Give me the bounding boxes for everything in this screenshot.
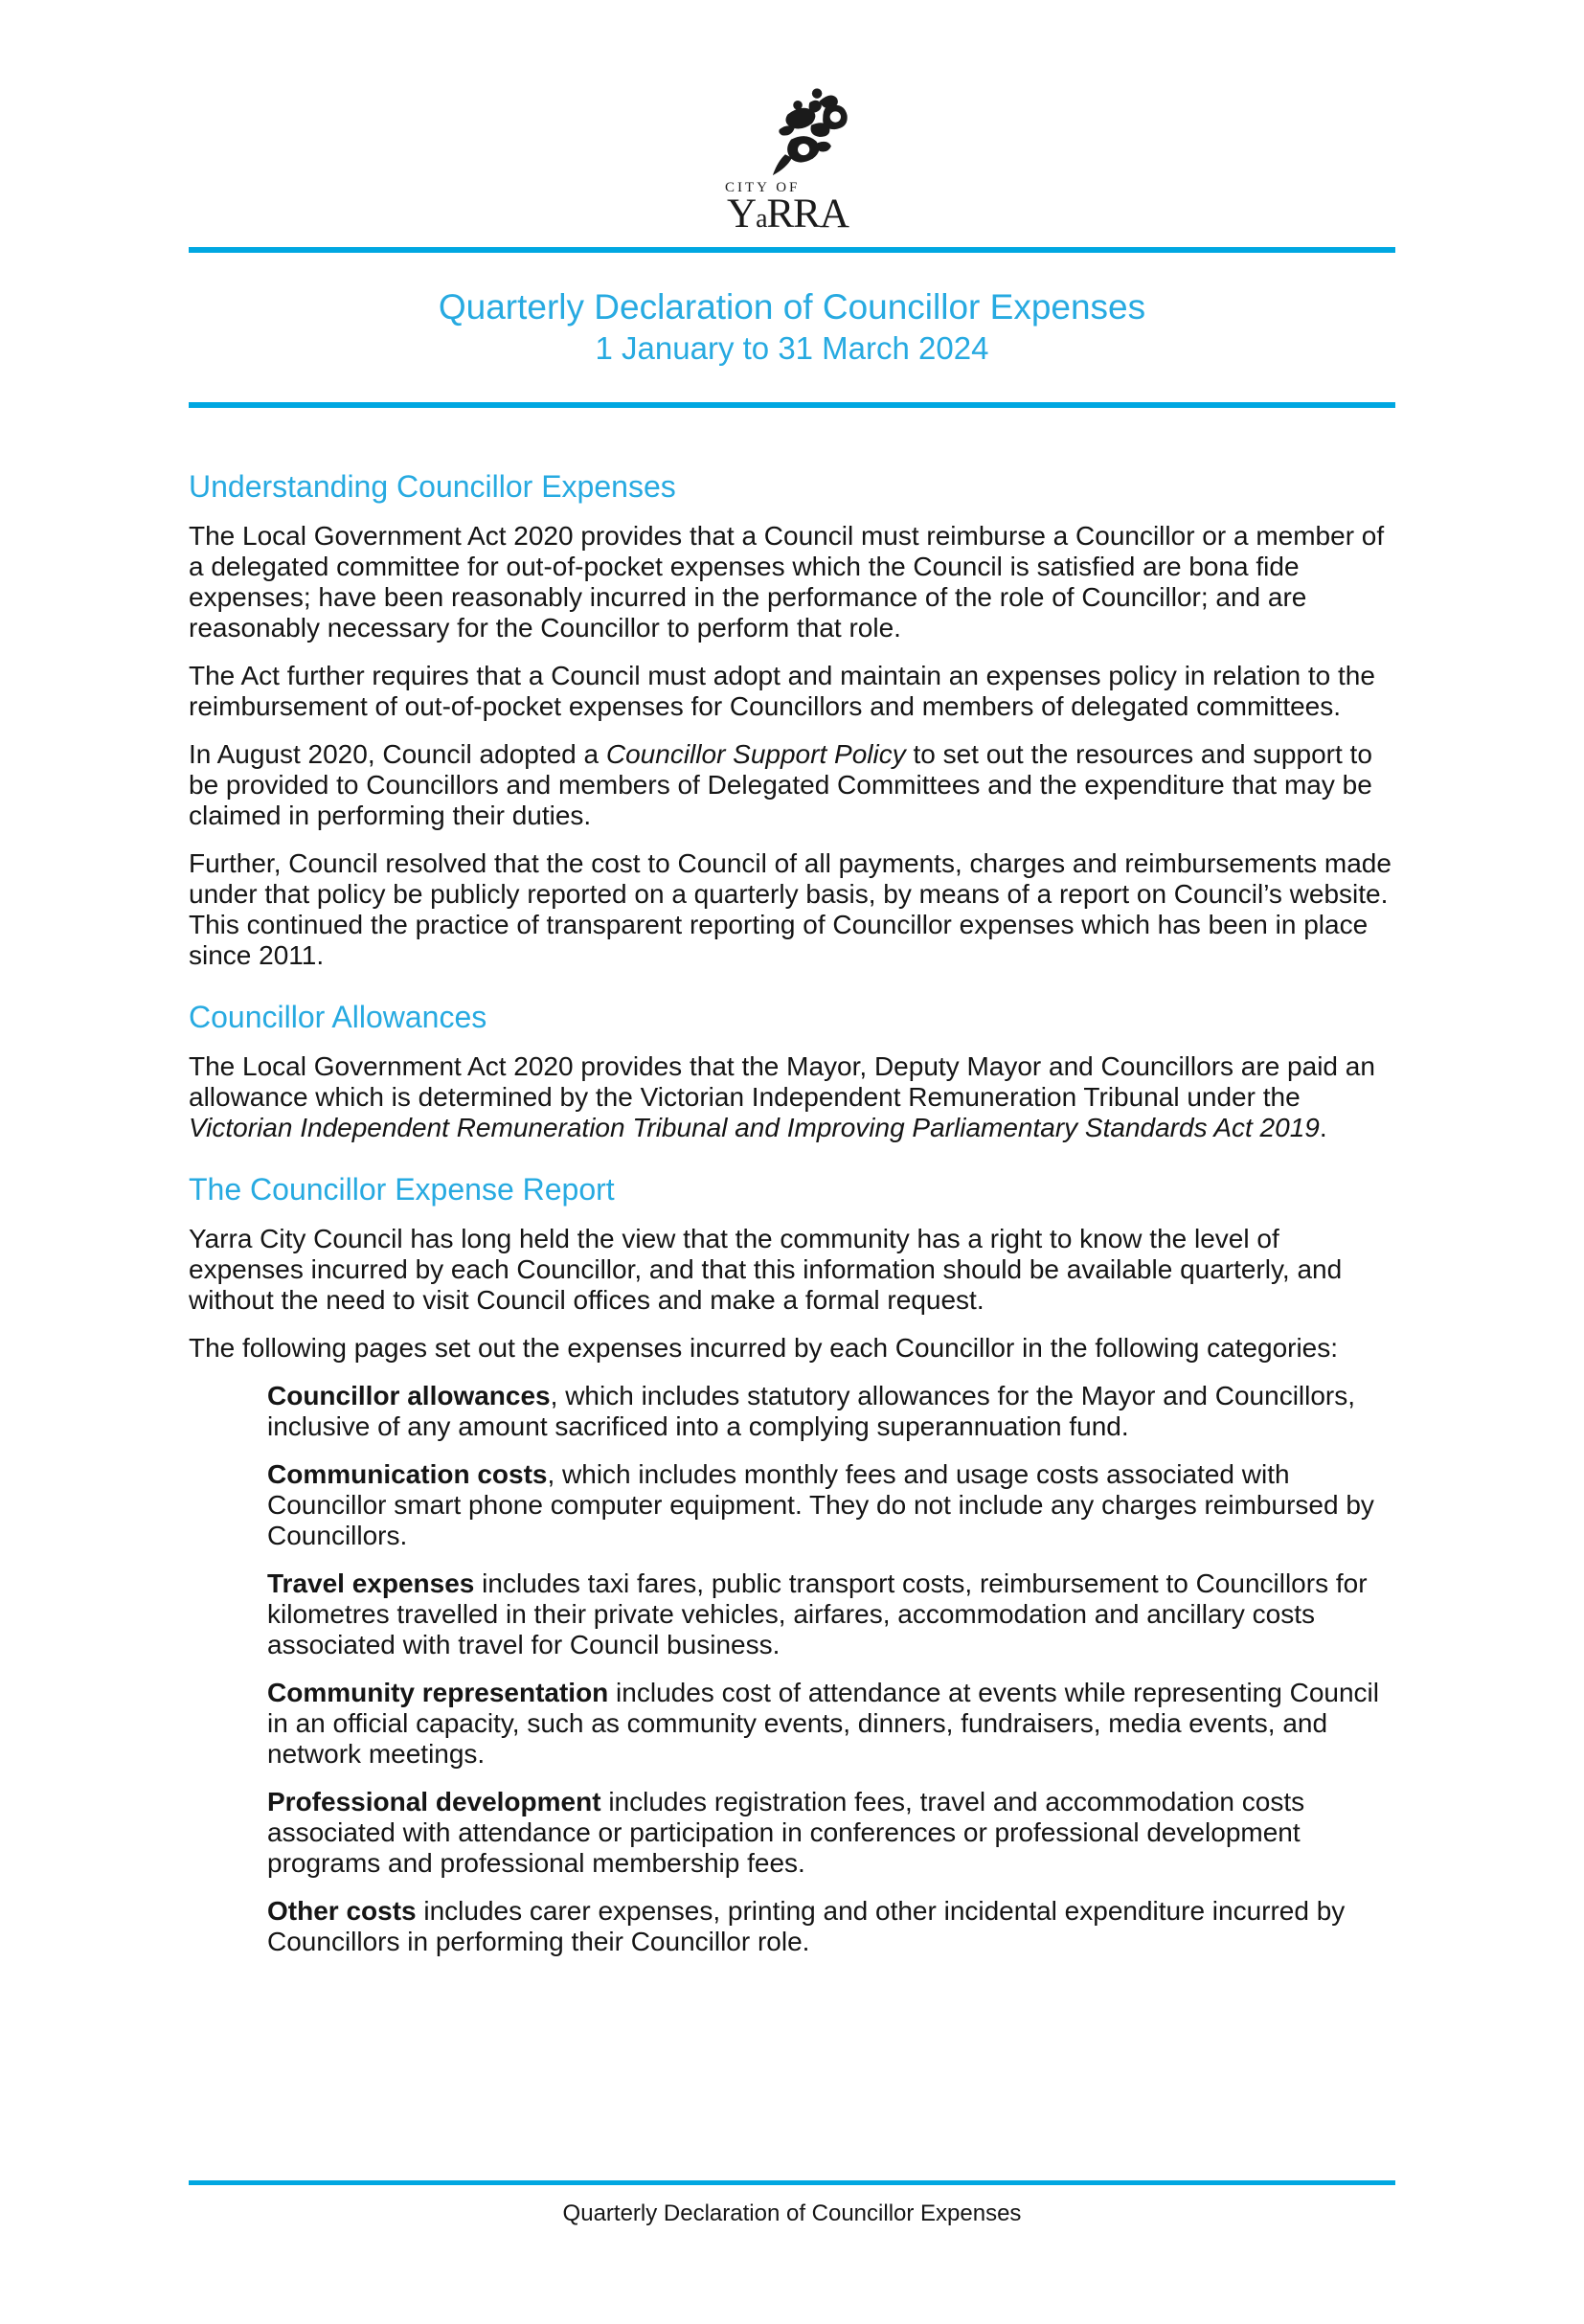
expense-category-item [267, 1381, 1395, 1442]
category-description: includes taxi fares, public transport costs, reimbursement to Councillors for kilometres travelled in their private vehicles, airfares, accommodation and ancillary costs associated with travel for Council business. [267, 1568, 1368, 1660]
paragraph: The following pages set out the expenses incurred by each Councillor in the following categories: [189, 1333, 1339, 1364]
paragraph [189, 739, 1395, 831]
document-title: Quarterly Declaration of Councillor Expenses [438, 287, 1146, 327]
logo-wordmark-a: a [756, 204, 767, 234]
category-description: includes registration fees, travel and accommodation costs associated with attendance or participation in conferences or professional development programs and professional membership fees. [267, 1787, 1305, 1879]
logo-wordmark-y: Y [727, 192, 757, 237]
document-subtitle: 1 January to 31 March 2024 [595, 330, 989, 367]
category-description: includes cost of attendance at events while representing Council in an official capacity, such as community events, dinners, fundraisers, media events, and network meetings. [267, 1678, 1379, 1770]
expense-category-item [267, 1459, 1395, 1551]
category-term: Other costs [267, 1896, 417, 1927]
logo-wordmark-rra: RRA [766, 192, 849, 237]
logo-dancing-figures-icon [763, 84, 859, 176]
section-heading-understanding: Understanding Councillor Expenses [189, 469, 676, 505]
footer-text: Quarterly Declaration of Councillor Expenses [562, 2200, 1022, 2226]
category-term: Travel expenses [267, 1568, 475, 1599]
expense-category-item [267, 1896, 1395, 1957]
document-page [0, 84, 1584, 2324]
act-name-italic: Victorian Independent Remuneration Tribunal and Improving Parliamentary Standards Act 2019 [189, 1113, 1320, 1143]
expense-category-item [267, 1787, 1395, 1879]
category-description: , which includes monthly fees and usage costs associated with Councillor smart phone computer equipment. They do not include any charges reimbursed by Councillors. [267, 1459, 1374, 1551]
paragraph-text: to set out the resources and support to be provided to Councillors and members of Delegated Committees and the expenditure that may be claimed in performing their duties. [189, 739, 1372, 831]
paragraph [189, 1051, 1395, 1143]
category-description: includes carer expenses, printing and other incidental expenditure incurred by Councillors in performing their Councillor role. [267, 1896, 1346, 1957]
category-description: , which includes statutory allowances for the Mayor and Councillors, inclusive of any amount sacrificed into a complying superannuation fund. [267, 1381, 1356, 1442]
paragraph: Further, Council resolved that the cost to Council of all payments, charges and reimbursements made under that policy be publicly reported on a quarterly basis, by means of a report on Council’s website. This continued the practice of transparent reporting of Councillor expenses which has been in place since 2011. [189, 848, 1392, 971]
paragraph-text: In August 2020, Council adopted a [189, 739, 606, 770]
paragraph: The Local Government Act 2020 provides that a Council must reimburse a Councillor or a member of a delegated committee for out-of-pocket expenses which the Council is satisfied are bona fide expenses; have been reasonably incurred in the performance of the role of Councillor; and are reasonably necessary for the Councillor to perform that role. [189, 521, 1385, 643]
page-footer [189, 2180, 1395, 2227]
logo-city-of-text: CITY OF [725, 180, 801, 195]
category-term: Communication costs [267, 1459, 548, 1490]
policy-name-italic: Councillor Support Policy [605, 739, 906, 770]
logo-wordmark [727, 193, 849, 235]
yarra-logo [725, 84, 859, 237]
paragraph-text: The Local Government Act 2020 provides that the Mayor, Deputy Mayor and Councillors are paid an allowance which is determined by the Victorian Independent Remuneration Tribunal under the [189, 1051, 1375, 1113]
section-heading-allowances: Councillor Allowances [189, 1000, 487, 1035]
expense-category-item [267, 1678, 1395, 1770]
paragraph-text: . [1319, 1113, 1327, 1143]
paragraph: The Act further requires that a Council must adopt and maintain an expenses policy in relation to the reimbursement of out-of-pocket expenses for Councillors and members of delegated committees. [189, 661, 1375, 722]
category-term: Professional development [267, 1787, 601, 1817]
expense-category-item [267, 1568, 1395, 1660]
category-term: Community representation [267, 1678, 609, 1708]
paragraph: Yarra City Council has long held the view that the community has a right to know the level of expenses incurred by each Councillor, and that this information should be available quarterly, and without the need to visit Council offices and make a formal request. [189, 1224, 1343, 1316]
category-term: Councillor allowances [267, 1381, 551, 1411]
title-block [189, 247, 1395, 408]
document-body [189, 467, 1395, 1957]
section-heading-expense-report: The Councillor Expense Report [189, 1172, 615, 1207]
